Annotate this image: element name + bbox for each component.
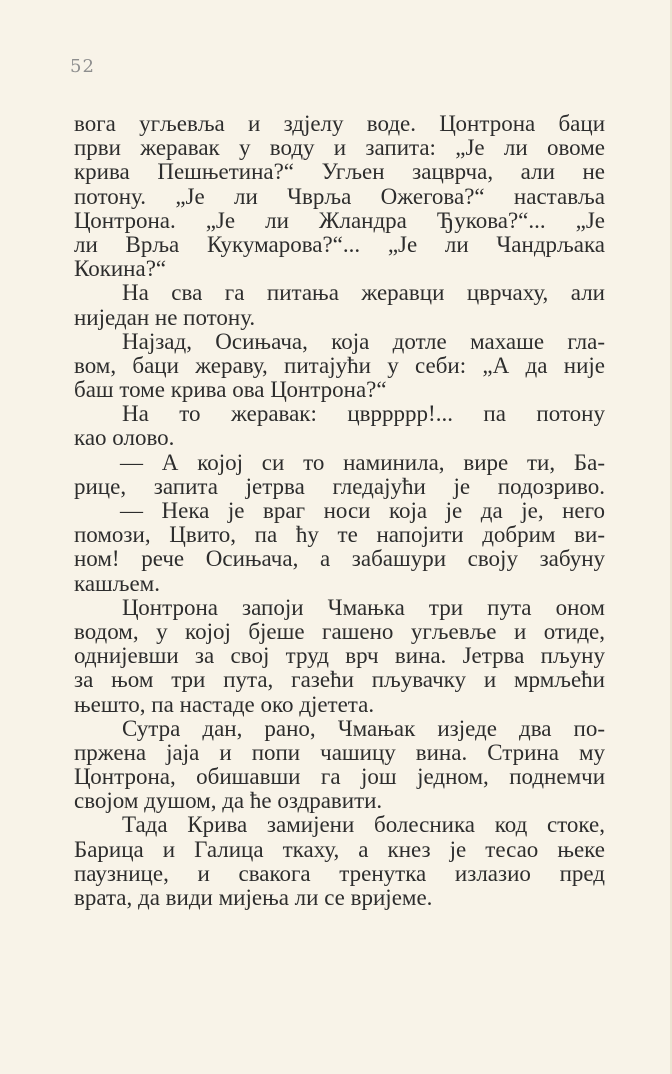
text-line: рице, запита јетрва гледајући је подозриво. [74,474,605,499]
text-line: баш томе крива ова Цонтрона?“ [74,378,387,403]
text-line: Цонтрона, обишавши га још једном, поднемчи [74,765,605,790]
text-line: — Нека је враг носи која је да је, него [120,499,605,523]
text-line: — А којој си то наминила, вире ти, Ба- [120,450,605,475]
text-line: крива Пешњетина?“ Угљен зацврча, али не [74,160,605,185]
text-line: као олово. [74,426,175,451]
page-text [74,112,605,910]
text-line: њешто, па настаде око дјетета. [74,692,375,717]
text-line: Барица и Галица ткаху, а кнез је тесао њеке [74,837,605,862]
text-line: пржена јаја и попи чашицу вина. Стрина му [74,740,605,765]
text-line: Цонтрона запоји Чмањка три пута оном [122,595,605,620]
text-line: врата, да види мијења ли се вријеме. [74,886,433,910]
text-line: кашљем. [74,571,160,596]
text-line: помози, Цвито, па ћу те напојити добрим ви- [74,523,605,548]
text-line: Цонтрона. „Је ли Жландра Ђукова?“... „Је [74,208,605,233]
text-line: својом душом, да ће оздравити. [74,789,383,814]
text-line: однијевши за свој труд врч вина. Јетрва пљуну [74,644,605,669]
text-line: први жеравак у воду и запита: „Је ли овоме [74,136,605,161]
text-line: за њом три пута, газећи пљувачку и мрмљећи [74,668,605,693]
text-line: Тада Крива замијени болесника код стоке, [122,813,605,838]
text-line: вом, баци жераву, питајући у себи: „А да није [74,353,605,378]
text-line: На то жеравак: цвррррр!... па потону [122,402,605,427]
text-line: Најзад, Осињача, која дотле махаше гла- [122,329,605,354]
page-number: 52 [70,56,95,77]
text-line: На сва га питања жеравци цврчаху, али [122,281,605,306]
text-line: Сутра дан, рано, Чмањак изједе два по- [122,716,605,741]
text-line: Кокина?“ [74,257,167,282]
text-line: паузнице, и свакога тренутка излазио пред [74,861,605,886]
text-line: ниједан не потону. [74,305,256,330]
text-line: вога угљевља и здјелу воде. Цонтрона баци [74,112,605,136]
text-line: ли Врља Кукумарова?“... „Је ли Чандрљака [74,232,605,257]
text-line: водом, у којој бјеше гашено угљевље и отиде, [74,619,605,644]
text-line: потону. „Је ли Чврља Ожегова?“ наставља [74,184,605,209]
text-line: ном! рече Осињача, а забашури своју забуну [74,547,605,572]
